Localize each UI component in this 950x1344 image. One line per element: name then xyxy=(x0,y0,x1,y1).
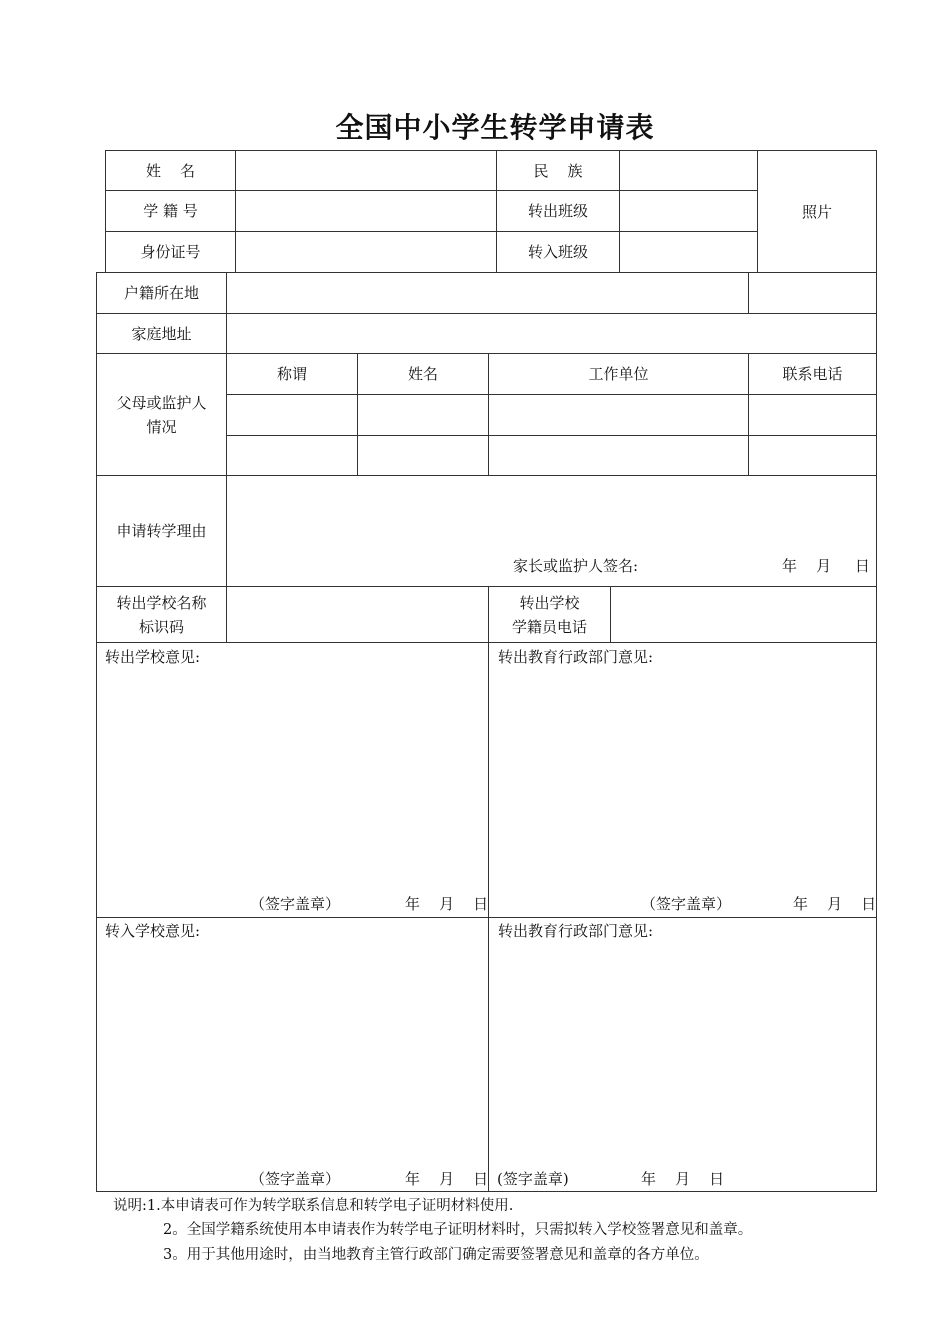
note-line-1: 说明:1.本申请表可作为转学联系信息和转学电子证明材料使用. xyxy=(113,1198,514,1214)
out-school-opinion-label: 转出学校意见: xyxy=(105,648,201,666)
guardian-col-name: 姓名 xyxy=(407,365,438,383)
date-label: 年 月 日 xyxy=(641,1170,725,1188)
reason-field[interactable] xyxy=(227,476,876,551)
note-line-2: 2。全国学籍系统使用本申请表作为转学电子证明材料时，只需拟转入学校签署意见和盖章。 xyxy=(163,1222,753,1238)
id-card-label: 身份证号 xyxy=(140,243,201,261)
reason-label: 申请转学理由 xyxy=(116,522,207,540)
transfer-in-class-field[interactable] xyxy=(620,232,757,272)
out-edu-dept-opinion-field[interactable] xyxy=(489,670,876,890)
guardian-col-relation: 称谓 xyxy=(276,365,307,383)
transfer-in-class-label: 转入班级 xyxy=(527,243,588,261)
rule xyxy=(96,642,877,643)
out-edu-dept-opinion-label-2: 转出教育行政部门意见: xyxy=(498,922,654,940)
rule xyxy=(876,150,877,1192)
out-edu-dept-opinion-label: 转出教育行政部门意见: xyxy=(498,648,654,666)
transfer-out-class-field[interactable] xyxy=(620,191,757,231)
date-label: 年 月 日 xyxy=(405,895,489,913)
guardian-col-employer: 工作单位 xyxy=(588,365,649,383)
household-extra-field[interactable] xyxy=(749,273,876,313)
out-school-opinion-field[interactable] xyxy=(97,670,488,890)
stamp-label: （签字盖章） xyxy=(250,1170,341,1188)
guardian-col-phone: 联系电话 xyxy=(782,365,843,383)
registrar-phone-field[interactable] xyxy=(611,587,876,642)
stamp-label: （签字盖章） xyxy=(641,895,732,913)
reason-date-label: 年 月 日 xyxy=(782,557,870,575)
form-title: 全国中小学生转学申请表 xyxy=(335,111,655,144)
rule xyxy=(96,1191,877,1192)
in-school-opinion-field[interactable] xyxy=(97,945,488,1165)
guardian-row-2[interactable] xyxy=(227,436,876,475)
ethnicity-field[interactable] xyxy=(620,151,757,190)
out-school-name-code-label: 转出学校名称 标识码 xyxy=(116,593,207,636)
home-address-label: 家庭地址 xyxy=(131,324,192,343)
photo-field[interactable] xyxy=(758,151,876,272)
guardian-row-1[interactable] xyxy=(227,395,876,435)
household-label: 户籍所在地 xyxy=(123,284,199,302)
stamp-label: (签字盖章) xyxy=(497,1170,569,1188)
name-field[interactable] xyxy=(236,151,496,190)
ethnicity-label: 民 族 xyxy=(533,161,583,180)
date-label: 年 月 日 xyxy=(405,1170,489,1188)
stamp-label: （签字盖章） xyxy=(250,895,341,913)
photo-label: 照片 xyxy=(801,202,832,221)
out-school-name-code-field[interactable] xyxy=(227,587,488,642)
id-card-field[interactable] xyxy=(236,232,496,272)
date-label: 年 月 日 xyxy=(793,895,877,913)
registrar-phone-label: 转出学校 学籍员电话 xyxy=(511,593,587,636)
home-address-field[interactable] xyxy=(227,314,876,353)
name-label: 姓 名 xyxy=(145,161,196,180)
student-id-label: 学 籍 号 xyxy=(143,202,198,220)
household-field[interactable] xyxy=(227,273,748,313)
in-school-opinion-label: 转入学校意见: xyxy=(105,922,201,940)
guardian-signature-label: 家长或监护人签名: xyxy=(513,557,639,575)
student-id-field[interactable] xyxy=(236,191,496,231)
rule xyxy=(96,917,877,918)
out-edu-dept-opinion-field-2[interactable] xyxy=(489,945,876,1165)
guardian-section-label: 父母或监护人 情况 xyxy=(116,393,207,436)
transfer-out-class-label: 转出班级 xyxy=(527,202,588,220)
note-line-3: 3。用于其他用途时，由当地教育主管行政部门确定需要签署意见和盖章的各方单位。 xyxy=(163,1247,709,1263)
